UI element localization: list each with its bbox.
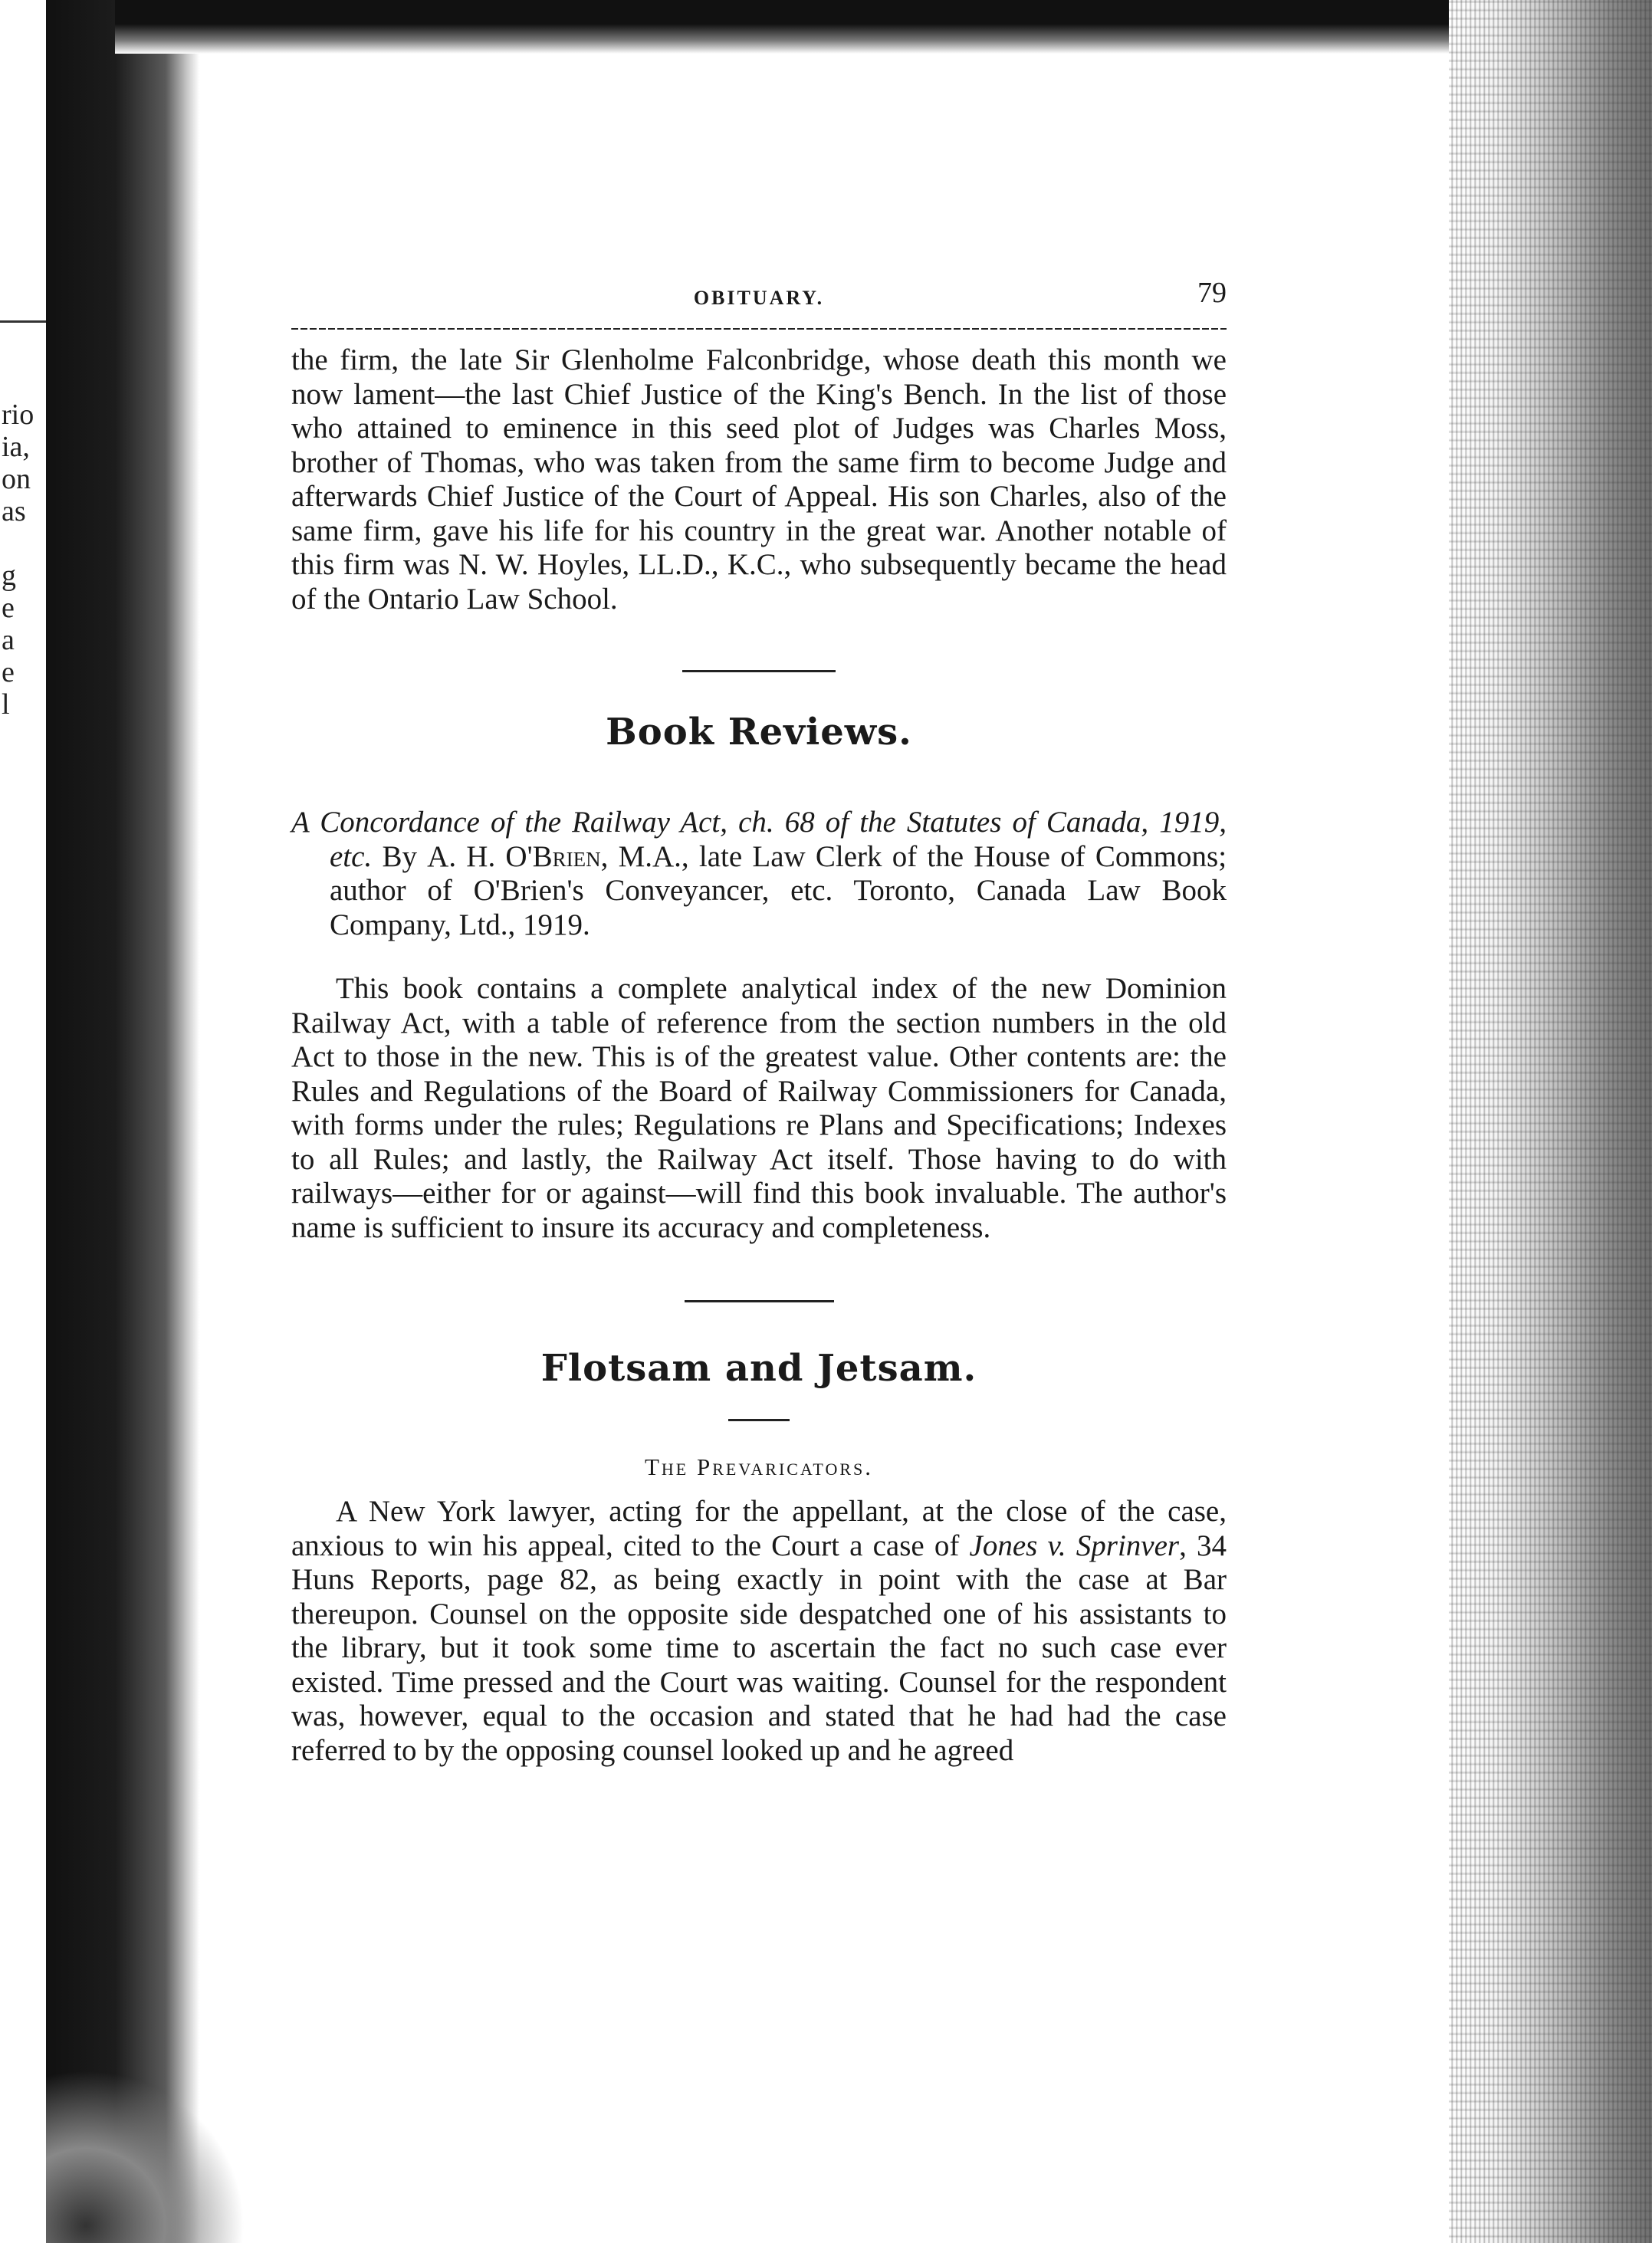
margin-fragment: rio — [2, 399, 34, 431]
citation-details: , M.A., late Law Clerk of the House of Commons; author of O'Brien's Conveyancer, etc. Toronto, Canada Law Book Company, Ltd., 1919. — [330, 839, 1227, 941]
page-top-edge-shadow — [115, 0, 1457, 54]
case-name: Jones v. Sprinver — [969, 1529, 1180, 1562]
margin-fragment: e — [2, 656, 15, 688]
paragraph-rest: , 34 Huns Reports, page 82, as being exactly in point with the case at Bar thereupon. Counsel on the opposite side despatched one of his assistants to the library, but it took some time to ascertain the fact no such case ever existed. Time pressed and the Court was waiting. Counsel for the respondent was, however, equal to the occasion and stated that he had had the case referred to by the opposing counsel looked up and he agreed — [291, 1529, 1227, 1767]
left-margin-strip — [0, 0, 46, 2243]
prevaricators-subheading: The Prevaricators. — [644, 1453, 873, 1480]
paragraph-start: A New York lawyer, acting for the appellant, at the close of the case, anxious to win his appeal, cited to the Court a case of — [291, 1495, 1227, 1562]
margin-fragment: ia, — [2, 431, 30, 463]
book-author: A. H. O'Brien — [427, 839, 601, 873]
scan-corner-blot — [46, 2070, 245, 2243]
citation-by: By — [382, 839, 417, 873]
margin-fragment: on — [2, 463, 31, 495]
margin-fragment: l — [2, 688, 10, 721]
book-gutter-shadow — [46, 0, 199, 2243]
left-margin-fragments — [2, 399, 48, 721]
section-divider — [682, 670, 836, 672]
margin-fragment: a — [2, 624, 15, 656]
margin-fragment: g — [2, 560, 16, 592]
book-reviews-heading: Book Reviews. — [606, 711, 912, 754]
margin-fragment: as — [2, 495, 26, 527]
running-title: OBITUARY. — [693, 287, 825, 309]
margin-fragment — [2, 527, 48, 560]
margin-rule — [0, 320, 48, 323]
flotsam-heading: Flotsam and Jetsam. — [540, 1347, 977, 1390]
margin-fragment: e — [2, 592, 15, 624]
page-body — [291, 276, 1227, 1768]
header-rule — [291, 328, 1227, 330]
heading-underline — [728, 1419, 790, 1421]
review-paragraph: This book contains a complete analytical index of the new Dominion Railway Act, with a table of reference from the section numbers in the old Act to those in the new. This is of the greatest value. Other contents are: the Rules and Regulations of the Board of Railway Commissioners for Canada, with forms under the rules; Regulations re Plans and Specifications; Indexes to all Rules; and lastly, the Railway Act itself. Those having to do with railways—either for or against—will find this book invaluable. The author's name is sufficient to insure its accuracy and completeness. — [291, 972, 1227, 1244]
book-title: A Concordance of the Railway Act, ch. 68 of the Statutes of Canada, 1919, etc. — [291, 806, 1227, 873]
obituary-paragraph: the firm, the late Sir Glenholme Falconbridge, whose death this month we now lament—the last Chief Justice of the King's Bench. In the list of those who attained to eminence in this seed plot of Judges was Charles Moss, brother of Thomas, who was taken from the same firm to become Judge and afterwards Chief Justice of the Court of Appeal. His son Charles, also of the same firm, gave his life for his country in the great war. Another notable of this firm was N. W. Hoyles, LL.D., K.C., who subsequently became the head of the Ontario Law School. — [291, 343, 1227, 616]
running-head — [291, 276, 1227, 322]
section-divider — [685, 1300, 834, 1302]
page-right-edge-texture — [1449, 0, 1652, 2243]
page-number: 79 — [1197, 277, 1227, 309]
prevaricators-paragraph — [291, 1495, 1227, 1768]
book-citation — [291, 806, 1227, 942]
